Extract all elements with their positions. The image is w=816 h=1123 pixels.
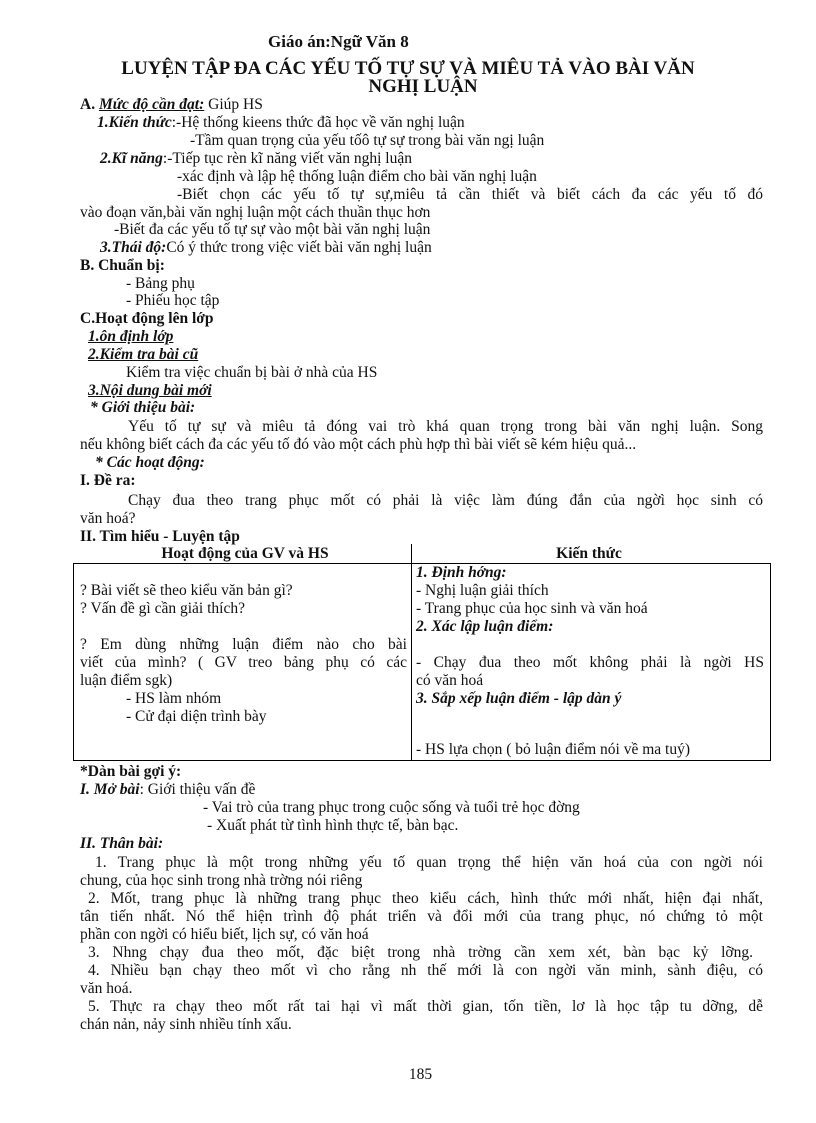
body-point-2c: phần con ngời có hiểu biết, lịch sự, có văn hoá — [80, 926, 369, 943]
lesson-title-line-1: LUYỆN TẬP ĐA CÁC YẾU TỐ TỰ SỰ VÀ MIÊU TẢ VÀO BÀI VĂN — [121, 58, 695, 79]
attitude-text: Có ý thức trong việc viết bài văn nghị luận — [166, 239, 432, 256]
table-left-line: - Cử đại diện trình bày — [126, 708, 267, 725]
step-2-text: Kiểm tra việc chuẩn bị bài ở nhà của HS — [126, 364, 378, 381]
step-2: 2.Kiểm tra bài cũ — [88, 346, 199, 363]
table-right-heading-1: 1. Định hớng: — [416, 564, 507, 581]
topic-heading: I. Đề ra: — [80, 472, 136, 489]
table-right-heading-3: 3. Sắp xếp luận điểm - lập dàn ý — [416, 690, 622, 707]
skill-line-3b: vào đoạn văn,bài văn nghị luận một cách thuần thục hơn — [80, 204, 431, 221]
subject-header: Giáo án:Ngữ Văn 8 — [268, 32, 409, 51]
opening-line — [80, 781, 255, 799]
table-header-left: Hoạt động của GV và HS — [161, 545, 329, 562]
table-left-line: - HS làm nhóm — [126, 690, 222, 707]
step-1: 1.ôn định lớp — [88, 328, 174, 345]
intro-label: * Giới thiệu bài: — [90, 399, 196, 416]
table-header-right: Kiến thức — [556, 545, 622, 562]
opening-point: - Xuất phát từ tình hình thực tế, bàn bạc. — [207, 817, 459, 834]
section-a-marker: A. — [80, 96, 96, 113]
knowledge-text-1: :-Hệ thống kieens thức đã học về văn nghị luận — [171, 114, 465, 131]
body-point-1a: 1. Trang phục là một trong những yếu tố quan trọng thể hiện văn hoá của con ngời nói — [95, 854, 763, 871]
section-c-heading: C.Hoạt động lên lớp — [80, 310, 214, 327]
skill-label: 2.Kĩ năng — [100, 150, 163, 167]
table-right-line: - Chạy đua theo mốt không phải là ngời HS — [416, 654, 764, 671]
body-point-5a: 5. Thực ra chạy theo mốt rất tai hại vì mất thời gian, tốn tiền, lơ là học tập tu dỡng, dễ — [88, 998, 763, 1015]
table-left-line: luận điểm sgk) — [80, 672, 173, 689]
prep-item: - Bảng phụ — [126, 275, 195, 292]
page-number: 185 — [408, 1066, 433, 1083]
skill-line-1 — [100, 150, 412, 168]
section-a-heading — [80, 96, 263, 114]
body-heading: II. Thân bài: — [80, 835, 164, 852]
activities-label: * Các hoạt động: — [95, 454, 205, 471]
table-column-divider — [411, 563, 412, 760]
practice-heading: II. Tìm hiểu - Luyện tập — [80, 528, 240, 545]
opening-label: I. Mở bài — [80, 781, 140, 798]
step-3: 3.Nội dung bài mới — [88, 382, 212, 399]
body-point-2b: tân tiến nhất. Nó thể hiện trình độ phát triển và đổi mới của trang phục, nó chứng tỏ một — [80, 908, 763, 925]
table-right-line: - Nghị luận giải thích — [416, 582, 549, 599]
skill-line-2: -xác định và lập hệ thống luận điểm cho bài văn nghị luận — [177, 168, 537, 185]
table-right-line: - HS lựa chọn ( bỏ luận điểm nói về ma tuý) — [416, 741, 690, 758]
body-point-1b: chung, của học sinh trong nhà trờng nói riêng — [80, 872, 363, 889]
skill-line-4: -Biết đa các yếu tố tự sự vào một bài văn nghị luận — [114, 221, 431, 238]
table-header-divider — [411, 544, 412, 563]
knowledge-label: 1.Kiến thức — [97, 114, 172, 131]
topic-text-2: văn hoá? — [80, 510, 136, 527]
intro-text-2: nếu không biết cách đa các yếu tố đó vào một cách phù hợp thì bài viết sẽ kém hiệu quả... — [80, 436, 637, 453]
table-right-line: có văn hoá — [416, 672, 484, 689]
opening-point: - Vai trò của trang phục trong cuộc sống và tuổi trẻ học đờng — [203, 799, 580, 816]
body-point-4a: 4. Nhiều bạn chạy theo mốt vì cho rằng nh thế mới là con ngời văn minh, sành điệu, có — [88, 962, 763, 979]
attitude-label: 3.Thái độ: — [100, 239, 167, 256]
section-a-title: Mức độ cần đạt: — [98, 96, 205, 113]
prep-item: - Phiếu học tập — [126, 292, 220, 309]
skill-text-1: :-Tiếp tục rèn kĩ năng viết văn nghị luận — [162, 150, 412, 167]
intro-text-1: Yếu tố tự sự và miêu tả đóng vai trò khá quan trọng trong bài văn nghị luận. Song — [128, 418, 763, 435]
body-point-5b: chán nản, nảy sinh nhiều tính xấu. — [80, 1016, 292, 1033]
section-a-title-tail: Giúp HS — [204, 96, 263, 113]
knowledge-line-1 — [97, 114, 465, 132]
body-point-4b: văn hoá. — [80, 980, 133, 997]
outline-heading: *Dàn bài gợi ý: — [80, 763, 182, 780]
table-left-line: viết của mình? ( GV treo bảng phụ có các — [80, 654, 407, 671]
lesson-title-line-2: NGHỊ LUẬN — [368, 76, 478, 97]
table-right-heading-2: 2. Xác lập luận điểm: — [416, 618, 554, 635]
knowledge-line-2: -Tầm quan trọng của yếu tốô tự sự trong bài văn ngị luận — [190, 132, 545, 149]
body-point-2a: 2. Mốt, trang phục là những trang phục theo kiểu cách, hình thức mới nhất, hiện đại nhất, — [88, 890, 763, 907]
body-point-3: 3. Nhng chạy đua theo mốt, đặc biệt trong nhà trờng cần xem xét, bàn bạc kỷ lỡng. — [88, 944, 753, 961]
table-right-line: - Trang phục của học sinh và văn hoá — [416, 600, 648, 617]
opening-text: : Giới thiệu vấn đề — [139, 781, 256, 798]
table-left-line: ? Vấn đề gì cần giải thích? — [80, 600, 245, 617]
skill-line-3a: -Biết chọn các yếu tố tự sự,miêu tả cần thiết và biết cách đa các yếu tố đó — [177, 186, 763, 203]
table-left-line: ? Em dùng những luận điểm nào cho bài — [80, 636, 407, 653]
topic-text-1: Chạy đua theo trang phục mốt có phải là việc làm đúng đắn của ngờì học sinh có — [128, 492, 763, 509]
section-b-heading: B. Chuẩn bị: — [80, 257, 165, 274]
attitude-line — [100, 239, 432, 257]
table-left-line: ? Bài viết sẽ theo kiểu văn bản gì? — [80, 582, 293, 599]
